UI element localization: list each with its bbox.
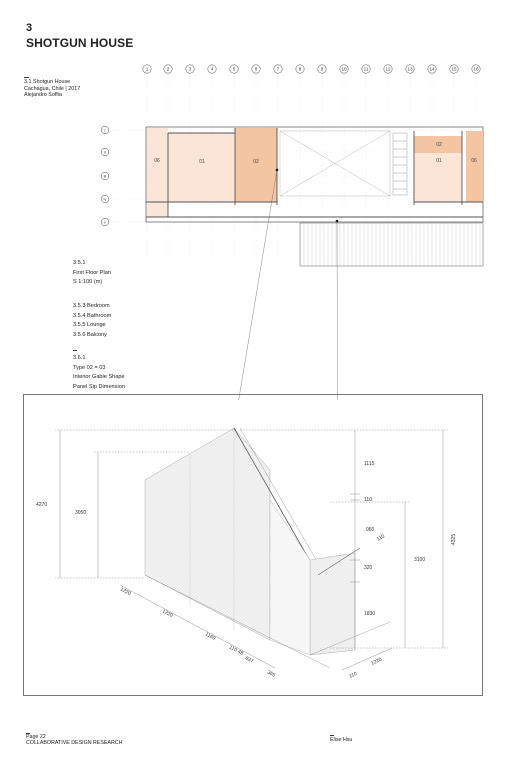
grid-col-label: 10 — [341, 66, 347, 72]
dim-base-4: 110 48 — [228, 644, 245, 657]
grid-col-label: 1 — [145, 66, 149, 72]
legend-room: 3.5.3 Bedroom — [73, 303, 110, 309]
legend-line: First Floor Plan — [73, 269, 111, 276]
grid-col-label: 9 — [320, 66, 324, 72]
grid-col-label: 2 — [166, 66, 170, 72]
dim-base-2: 1220 — [161, 608, 174, 619]
room-label: 01 — [199, 159, 205, 165]
grid-col-label: 15 — [451, 66, 457, 72]
dim-4325: 4325 — [451, 533, 457, 545]
dim-base-7: 110 — [348, 671, 359, 680]
legend-line: 3.5.1 — [73, 260, 86, 266]
room-label: 06 — [471, 158, 477, 164]
dim-base-3: 1169 — [204, 631, 217, 642]
room-label: 01 — [436, 158, 442, 164]
author-name: Elise Hsu — [330, 737, 353, 743]
meta-line-architect: Alejandro Soffia — [24, 92, 62, 99]
dim-320: 320 — [364, 565, 373, 571]
grid-col-label: 13 — [407, 66, 413, 72]
meta-line-project: 3.1 Shotgun House — [24, 79, 71, 85]
dim-left-outer: 4270 — [36, 502, 48, 508]
grid-col-label: 12 — [385, 66, 391, 72]
legend-detail: 3.6.1 — [73, 355, 86, 361]
room-label: 06 — [154, 158, 160, 164]
author-rule — [330, 735, 334, 736]
legend-detail: Type 02 = 03 — [73, 364, 106, 371]
dim-angle: 960 — [366, 527, 375, 533]
dim-base-1: 1220 — [119, 586, 132, 597]
grid-col-label: 8 — [298, 66, 302, 72]
room-label: 02 — [436, 142, 442, 148]
grid-row-label: iii — [103, 173, 107, 179]
dim-left-inner: 3050 — [75, 510, 87, 516]
room-label: 02 — [253, 159, 259, 165]
grid-col-label: 5 — [232, 66, 236, 72]
dim-1830: 1830 — [364, 611, 376, 617]
dim-angle-small: 110 — [376, 533, 386, 543]
page-number: Page 22 — [26, 734, 46, 740]
dim-right-top: 1115 — [364, 461, 375, 467]
course-name: COLLABORATIVE DESIGN RESEARCH — [26, 740, 123, 747]
grid-col-label: 14 — [429, 66, 435, 72]
grid-col-label: 4 — [210, 66, 214, 72]
grid-col-label: 6 — [254, 66, 258, 72]
legend-room: 3.5.6 Balcony — [73, 331, 107, 338]
legend-room: 3.5.5 Lounge — [73, 322, 106, 329]
dim-base-8: 1220 — [370, 656, 383, 667]
grid-col-label: 7 — [276, 66, 280, 72]
page-title: SHOTGUN HOUSE — [26, 36, 134, 50]
meta-line-location: Cachagua, Chile | 2017 — [24, 85, 81, 92]
grid-row-label: i — [104, 127, 106, 133]
grid-col-label: 11 — [363, 66, 369, 72]
grid-row-label: ii — [104, 149, 106, 155]
grid-col-label: 16 — [473, 66, 479, 72]
dim-base-5: 837 — [244, 655, 255, 665]
footer-left — [26, 734, 122, 747]
legend-detail: Panel Sip Dimension — [73, 383, 125, 390]
dim-base-6: 365 — [266, 669, 277, 679]
legend-room: 3.5.4 Bathroom — [73, 312, 112, 319]
grid-row-label: v — [104, 219, 106, 225]
dim-3100: 3100 — [414, 557, 426, 563]
chapter-number: 3 — [26, 22, 33, 34]
legend-line: S 1:100 (m) — [73, 279, 103, 286]
grid-row-label: iv — [103, 196, 107, 202]
legend-detail: Interior Gable Shape — [73, 374, 125, 381]
dim-right-mid: 110 — [364, 497, 372, 503]
grid-col-label: 3 — [188, 66, 192, 72]
